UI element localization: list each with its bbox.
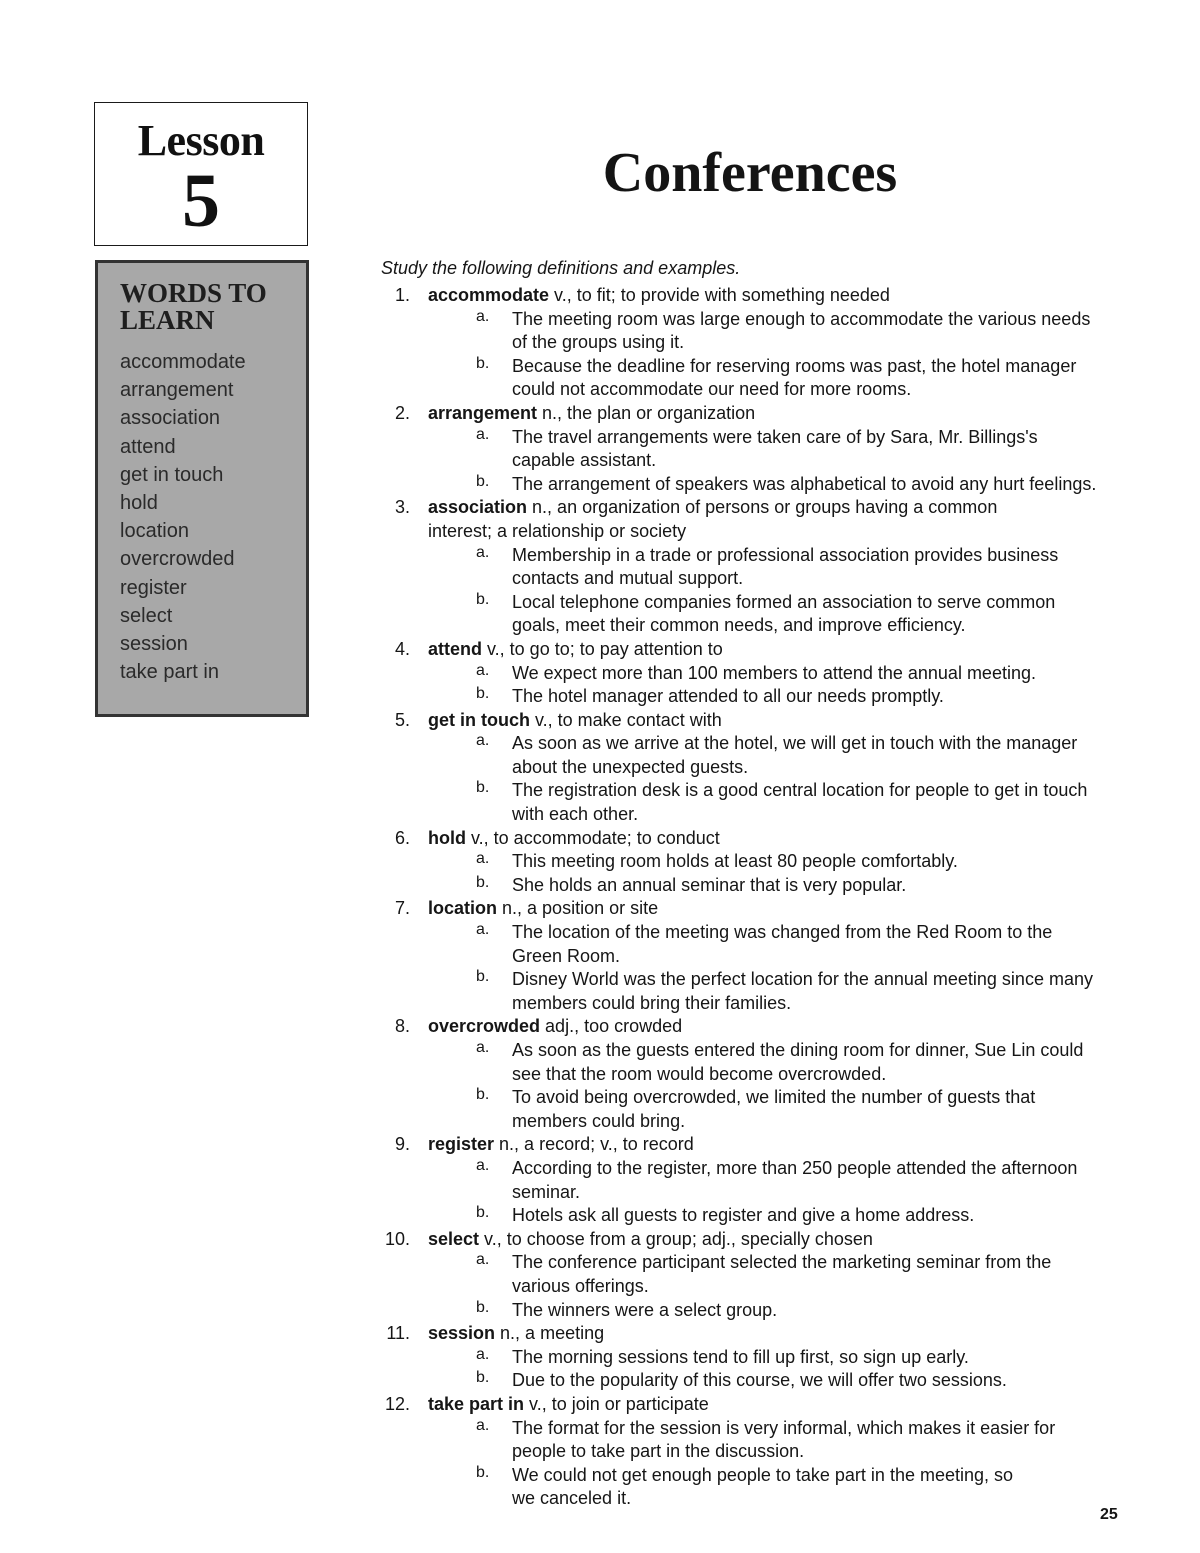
example-b xyxy=(428,968,1140,1015)
example-letter: a. xyxy=(476,732,490,750)
entry-term: association xyxy=(428,497,528,518)
definition-headline xyxy=(394,284,1140,308)
example-a xyxy=(428,1346,1140,1370)
example-text: The hotel manager attended to all our needs promptly. xyxy=(512,686,944,707)
example-text: We expect more than 100 members to attend the annual meeting. xyxy=(512,662,1036,683)
example-letter: a. xyxy=(476,425,490,443)
entry-term: location xyxy=(428,898,498,919)
example-letter: b. xyxy=(476,873,490,891)
definition-headline xyxy=(384,1393,1140,1417)
example-text: The format for the session is very informal, which makes it easier for xyxy=(512,1417,1056,1438)
example-text: Hotels ask all guests to register and give a home address. xyxy=(512,1205,975,1226)
entry-definition: v., to choose from a group; adj., specially chosen xyxy=(479,1228,873,1249)
example-a xyxy=(428,308,1140,355)
entry-definition: n., the plan or organization xyxy=(537,402,756,423)
example-text: The travel arrangements were taken care of by Sara, Mr. Billings's xyxy=(512,426,1038,447)
example-text-continued: contacts and mutual support. xyxy=(512,568,744,589)
definition-headline xyxy=(386,1322,1140,1346)
entry-number: 4. xyxy=(394,638,410,659)
entry-number: 1. xyxy=(394,285,410,305)
definition-headline xyxy=(384,1228,1140,1252)
word-item: hold xyxy=(120,492,158,515)
entry-definition: n., a record; v., to record xyxy=(494,1134,694,1155)
entry-definition: v., to accommodate; to conduct xyxy=(466,827,720,848)
entry-definition: n., a position or site xyxy=(497,898,659,919)
definition-entry xyxy=(380,1015,1140,1133)
entry-definition: v., to go to; to pay attention to xyxy=(482,638,723,659)
entry-number: 11. xyxy=(386,1323,410,1344)
example-a xyxy=(428,921,1140,968)
definition-headline xyxy=(394,1133,1140,1157)
example-a xyxy=(428,1417,1140,1464)
entry-term: arrangement xyxy=(428,402,538,423)
entry-definition: n., a meeting xyxy=(495,1323,605,1344)
definition-headline xyxy=(394,827,1140,851)
example-letter: a. xyxy=(476,661,490,679)
entry-term: accommodate xyxy=(428,285,550,305)
example-text: The morning sessions tend to fill up first, so sign up early. xyxy=(512,1346,969,1367)
example-text-continued: various offerings. xyxy=(512,1275,649,1296)
entry-number: 7. xyxy=(394,898,410,919)
example-letter: a. xyxy=(476,307,490,325)
example-text: Disney World was the perfect location for the annual meeting since many xyxy=(512,969,1093,990)
entry-definition: v., to make contact with xyxy=(530,709,722,730)
example-text: She holds an annual seminar that is very popular. xyxy=(512,874,907,895)
example-letter: b. xyxy=(476,685,490,703)
example-b xyxy=(428,473,1140,497)
definition-headline xyxy=(394,402,1140,426)
word-item: overcrowded xyxy=(120,548,235,571)
example-text: As soon as the guests entered the dining room for dinner, Sue Lin could xyxy=(512,1040,1084,1060)
example-text: We could not get enough people to take part in the meeting, so xyxy=(512,1464,1014,1485)
example-b xyxy=(428,355,1140,402)
entry-number: 12. xyxy=(384,1393,410,1414)
example-text: The conference participant selected the marketing seminar from the xyxy=(512,1252,1052,1273)
definition-entry xyxy=(380,827,1140,898)
entry-definition: v., to fit; to provide with something needed xyxy=(549,285,890,305)
lesson-number: 5 xyxy=(182,159,220,243)
definitions-list xyxy=(380,284,1140,1511)
word-item: association xyxy=(120,407,221,430)
page-title: Conferences xyxy=(602,142,898,204)
entry-term: attend xyxy=(428,638,482,659)
definition-headline xyxy=(394,897,1140,921)
example-text-continued: see that the room would become overcrowded. xyxy=(512,1063,887,1084)
example-a xyxy=(428,1039,1140,1086)
example-letter: a. xyxy=(476,543,490,561)
example-text-continued: goals, meet their common needs, and improve efficiency. xyxy=(512,615,966,636)
entry-term: hold xyxy=(428,827,466,848)
entry-definition: v., to join or participate xyxy=(524,1393,709,1414)
example-letter: a. xyxy=(476,1416,490,1434)
definition-entry xyxy=(380,638,1140,709)
entry-term: get in touch xyxy=(428,709,530,730)
example-b xyxy=(428,1204,1140,1228)
example-text: The meeting room was large enough to accommodate the various needs xyxy=(512,308,1091,329)
example-a xyxy=(428,732,1140,779)
definition-headline xyxy=(394,638,1140,662)
lesson-box xyxy=(94,102,308,246)
example-text-continued: about the unexpected guests. xyxy=(512,756,749,777)
example-text-continued: seminar. xyxy=(512,1181,581,1202)
words-title-line1: WORDS TO xyxy=(120,278,267,308)
example-text-continued: could not accommodate our need for more rooms. xyxy=(512,379,912,400)
example-b xyxy=(428,591,1140,638)
word-item: register xyxy=(120,576,187,599)
example-text: According to the register, more than 250 people attended the afternoon xyxy=(512,1157,1078,1178)
definition-entry xyxy=(380,897,1140,1015)
word-item: accommodate xyxy=(120,351,246,373)
word-item: attend xyxy=(120,435,176,458)
definition-entry xyxy=(380,1133,1140,1227)
example-letter: b. xyxy=(476,779,490,797)
example-letter: b. xyxy=(476,590,490,608)
entry-number: 10. xyxy=(384,1228,410,1249)
example-a xyxy=(428,544,1140,591)
entry-definition: adj., too crowded xyxy=(540,1016,683,1037)
example-letter: a. xyxy=(476,1039,490,1056)
definition-headline xyxy=(394,496,1140,520)
example-text: The arrangement of speakers was alphabetical to avoid any hurt feelings. xyxy=(512,473,1097,494)
example-b xyxy=(428,1299,1140,1323)
example-letter: a. xyxy=(476,1345,490,1363)
example-text-continued: people to take part in the discussion. xyxy=(512,1441,805,1462)
lesson-label: Lesson xyxy=(137,116,265,165)
example-letter: b. xyxy=(476,1298,490,1316)
example-b xyxy=(428,1464,1140,1511)
word-item: location xyxy=(120,520,189,543)
example-letter: a. xyxy=(476,1251,490,1269)
definition-entry xyxy=(380,709,1140,827)
word-item: arrangement xyxy=(120,379,234,402)
instruction-text: Study the following definitions and examples. xyxy=(381,258,741,278)
example-b xyxy=(428,1086,1140,1133)
example-a xyxy=(428,662,1140,686)
entry-number: 9. xyxy=(394,1134,410,1155)
definition-entry xyxy=(380,1322,1140,1393)
definition-headline xyxy=(394,709,1140,733)
words-list xyxy=(120,348,306,686)
example-text: The registration desk is a good central location for people to get in touch xyxy=(512,780,1088,801)
words-title-line2: LEARN xyxy=(120,305,215,335)
example-letter: b. xyxy=(476,1369,490,1387)
definition-entry xyxy=(380,496,1140,638)
entry-term: take part in xyxy=(428,1393,525,1414)
entry-number: 2. xyxy=(394,402,410,423)
example-b xyxy=(428,685,1140,709)
example-text-continued: capable assistant. xyxy=(512,450,657,471)
entry-term: session xyxy=(428,1323,496,1344)
entry-term: overcrowded xyxy=(428,1016,541,1037)
example-text: The winners were a select group. xyxy=(512,1299,778,1320)
example-letter: a. xyxy=(476,921,490,939)
words-to-learn-box xyxy=(95,260,309,717)
entry-number: 8. xyxy=(394,1016,410,1037)
example-a xyxy=(428,1251,1140,1298)
entry-number: 3. xyxy=(394,497,410,518)
example-letter: b. xyxy=(476,472,490,490)
example-b xyxy=(428,874,1140,898)
word-item: select xyxy=(120,604,173,627)
definition-entry xyxy=(380,284,1140,402)
entry-number: 5. xyxy=(394,709,410,730)
definition-entry xyxy=(380,402,1140,496)
example-letter: a. xyxy=(476,1156,490,1174)
example-letter: b. xyxy=(476,354,490,372)
example-letter: a. xyxy=(476,850,490,868)
word-item: session xyxy=(120,633,188,656)
example-b xyxy=(428,1369,1140,1393)
example-text: To avoid being overcrowded, we limited the number of guests that xyxy=(512,1087,1036,1108)
page-number: 25 xyxy=(1100,1506,1118,1523)
example-text-continued: of the groups using it. xyxy=(512,332,685,353)
example-a xyxy=(428,426,1140,473)
word-item: get in touch xyxy=(120,463,224,486)
example-letter: b. xyxy=(476,968,490,986)
example-a xyxy=(428,850,1140,874)
example-text: The location of the meeting was changed from the Red Room to the xyxy=(512,922,1053,943)
example-a xyxy=(428,1157,1140,1204)
example-text: This meeting room holds at least 80 people comfortably. xyxy=(512,851,958,872)
example-text-continued: with each other. xyxy=(512,804,639,825)
entry-definition: n., an organization of persons or groups having a common xyxy=(527,497,998,518)
example-text-continued: Green Room. xyxy=(512,945,621,966)
example-text: Local telephone companies formed an association to serve common xyxy=(512,591,1056,612)
entry-term: select xyxy=(428,1228,480,1249)
definition-entry xyxy=(380,1393,1140,1511)
example-text: As soon as we arrive at the hotel, we will get in touch with the manager xyxy=(512,733,1078,754)
example-text-continued: members could bring. xyxy=(512,1110,686,1131)
words-to-learn-title xyxy=(120,280,306,334)
example-letter: b. xyxy=(476,1463,490,1481)
word-item: take part in xyxy=(120,661,219,684)
example-text: Because the deadline for reserving rooms was past, the hotel manager xyxy=(512,355,1077,376)
example-letter: b. xyxy=(476,1204,490,1222)
example-letter: b. xyxy=(476,1086,490,1104)
example-text-continued: members could bring their families. xyxy=(512,992,792,1013)
definition-entry xyxy=(380,1228,1140,1322)
example-text: Due to the popularity of this course, we will offer two sessions. xyxy=(512,1370,1007,1391)
entry-term: register xyxy=(428,1134,495,1155)
definition-headline xyxy=(394,1015,1140,1039)
entry-definition-continued: interest; a relationship or society xyxy=(428,520,687,541)
entry-number: 6. xyxy=(394,827,410,848)
example-text: Membership in a trade or professional association provides business xyxy=(512,544,1059,565)
example-b xyxy=(428,779,1140,826)
example-text-continued: we canceled it. xyxy=(512,1488,632,1509)
